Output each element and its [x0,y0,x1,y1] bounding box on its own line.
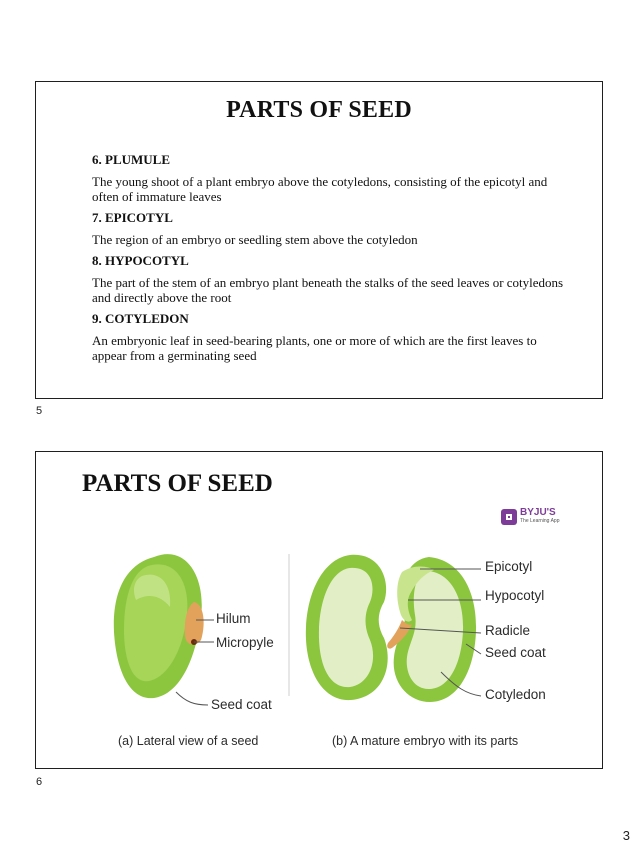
logo-name: BYJU'S [520,507,556,518]
definition-list [92,152,572,369]
label-micropyle: Micropyle [216,635,274,650]
term-cotyledon: 9. COTYLEDON [92,311,189,326]
label-seed-coat-embryo: Seed coat [485,645,546,660]
page-number: 3 [622,828,630,843]
definition-cotyledon: An embryonic leaf in seed-bearing plants, one or more of which are the first leaves to appear from a germinating seed [92,333,537,363]
label-radicle: Radicle [485,623,531,638]
caption-a: (a) Lateral view of a seed [118,734,259,748]
slide-6 [35,451,603,769]
seed-diagram [36,452,602,768]
slide-title: PARTS OF SEED [226,97,412,123]
definition-epicotyl: The region of an embryo or seedling stem above the cotyledon [92,232,418,247]
seed-lateral-view [114,554,214,705]
slide-title: PARTS OF SEED [82,470,273,497]
logo-tagline: The Learning App [520,518,560,524]
embryo-view [306,555,481,702]
definition-hypocotyl: The part of the stem of an embryo plant beneath the stalks of the seed leaves or cotyledons and directly above the root [92,275,564,305]
term-epicotyl: 7. EPICOTYL [92,210,173,225]
label-hypocotyl: Hypocotyl [485,588,545,603]
slide-number: 5 [36,405,43,417]
definition-plumule: The young shoot of a plant embryo above the cotyledons, consisting of the epicotyl and often of immature leaves [92,174,548,204]
caption-b: (b) A mature embryo with its parts [332,734,519,748]
slide-5 [35,81,603,399]
label-seed-coat: Seed coat [211,697,272,712]
term-hypocotyl: 8. HYPOCOTYL [92,253,189,268]
label-hilum: Hilum [216,611,251,626]
slide-number: 6 [36,776,43,788]
label-cotyledon: Cotyledon [485,687,546,702]
label-epicotyl: Epicotyl [485,559,533,574]
term-plumule: 6. PLUMULE [92,152,170,167]
